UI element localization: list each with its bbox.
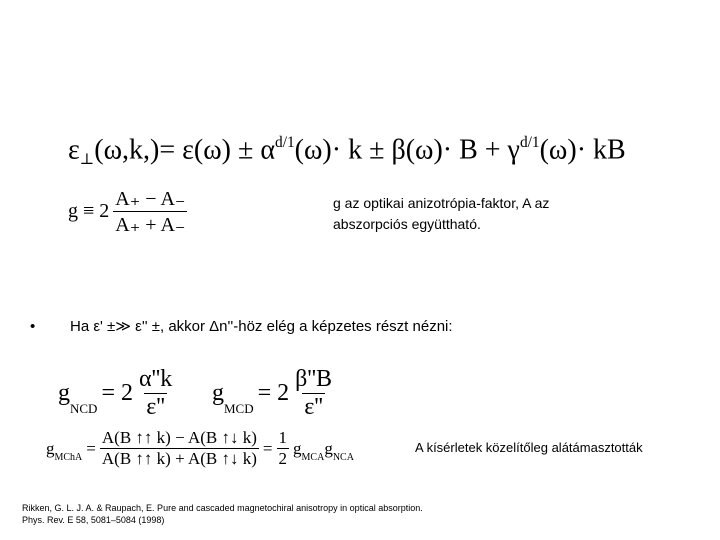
- equation-g-factor: [68, 186, 187, 237]
- eq2-fraction: [113, 186, 187, 237]
- eq3-numerator: α''k: [139, 366, 173, 392]
- eq1-mid1: (ω)· k ± β(ω)· B + γ: [294, 134, 520, 166]
- eq2-numerator: A₊ − A₋: [115, 188, 186, 210]
- eq4-fraction: [293, 366, 334, 421]
- eq5-half-den: 2: [278, 449, 288, 468]
- equation-dielectric: [68, 134, 626, 169]
- bullet-marker: •: [30, 318, 36, 335]
- eq5-product-sub1: MCA: [301, 452, 325, 463]
- bullet-text: Ha ε' ±≫ ε'' ±, akkor Δn''-höz elég a képzetes részt nézni:: [70, 318, 453, 335]
- eq1-mid2: (ω)· kB: [539, 134, 626, 166]
- eq1-args: (ω,k,): [94, 134, 160, 166]
- eq1-sup2: d/1: [519, 134, 540, 151]
- eq3-eq: = 2: [101, 380, 133, 406]
- eq3-lhs: g: [58, 380, 70, 406]
- eq5-denominator: A(B ↑↑ k) + A(B ↑↓ k): [101, 449, 257, 468]
- equation-g-mcha: [46, 428, 354, 469]
- eq5-lhs-sub: MChA: [54, 452, 83, 463]
- eq2-lhs: g ≡ 2: [68, 200, 110, 222]
- eq3-lhs-sub: NCD: [70, 401, 98, 416]
- eq5-half-num: 1: [278, 428, 288, 447]
- equation-g-mcd: [212, 366, 334, 421]
- eq4-lhs: g: [212, 380, 224, 406]
- eq5-eq: =: [86, 438, 96, 458]
- eq5-product-sub2: NCA: [332, 452, 354, 463]
- eq5-lhs: g: [46, 438, 55, 458]
- eq1-sup1: d/1: [275, 134, 295, 151]
- eq1-lhs: ε: [68, 134, 80, 166]
- eq4-denominator: ε'': [304, 394, 323, 420]
- eq5-fraction: [100, 428, 259, 469]
- eq5-product: g: [293, 438, 302, 458]
- reference-line2: Phys. Rev. E 58, 5081–5084 (1998): [22, 515, 165, 525]
- equation-g-ncd: [58, 366, 174, 421]
- bullet-item: [30, 317, 453, 335]
- eq5-numerator: A(B ↑↑ k) − A(B ↑↓ k): [101, 428, 257, 447]
- reference-line1: Rikken, G. L. J. A. & Raupach, E. Pure and cascaded magnetochiral anisotropy in optical absorption.: [22, 503, 423, 513]
- eq3-denominator: ε'': [146, 394, 165, 420]
- eq2-denominator: A₊ + A₋: [113, 211, 187, 237]
- eq4-lhs-sub: MCD: [224, 401, 254, 416]
- eq3-fraction: [137, 366, 174, 421]
- confirmation-text: A kísérletek közelítőleg alátámasztották: [415, 440, 643, 455]
- eq5-half: [277, 428, 290, 469]
- reference: [22, 502, 423, 526]
- eq5-product-mid: g: [324, 438, 333, 458]
- eq4-eq: = 2: [257, 380, 290, 406]
- eq1-lhs-sub: ⊥: [79, 150, 95, 168]
- eq5-eq2: =: [262, 438, 273, 458]
- eq4-numerator: β''B: [295, 366, 333, 392]
- eq1-rhs: = ε(ω) ± α: [159, 134, 275, 166]
- definition-text: g az optikai anizotrópia-faktor, A az abszorpciós együttható.: [333, 195, 550, 232]
